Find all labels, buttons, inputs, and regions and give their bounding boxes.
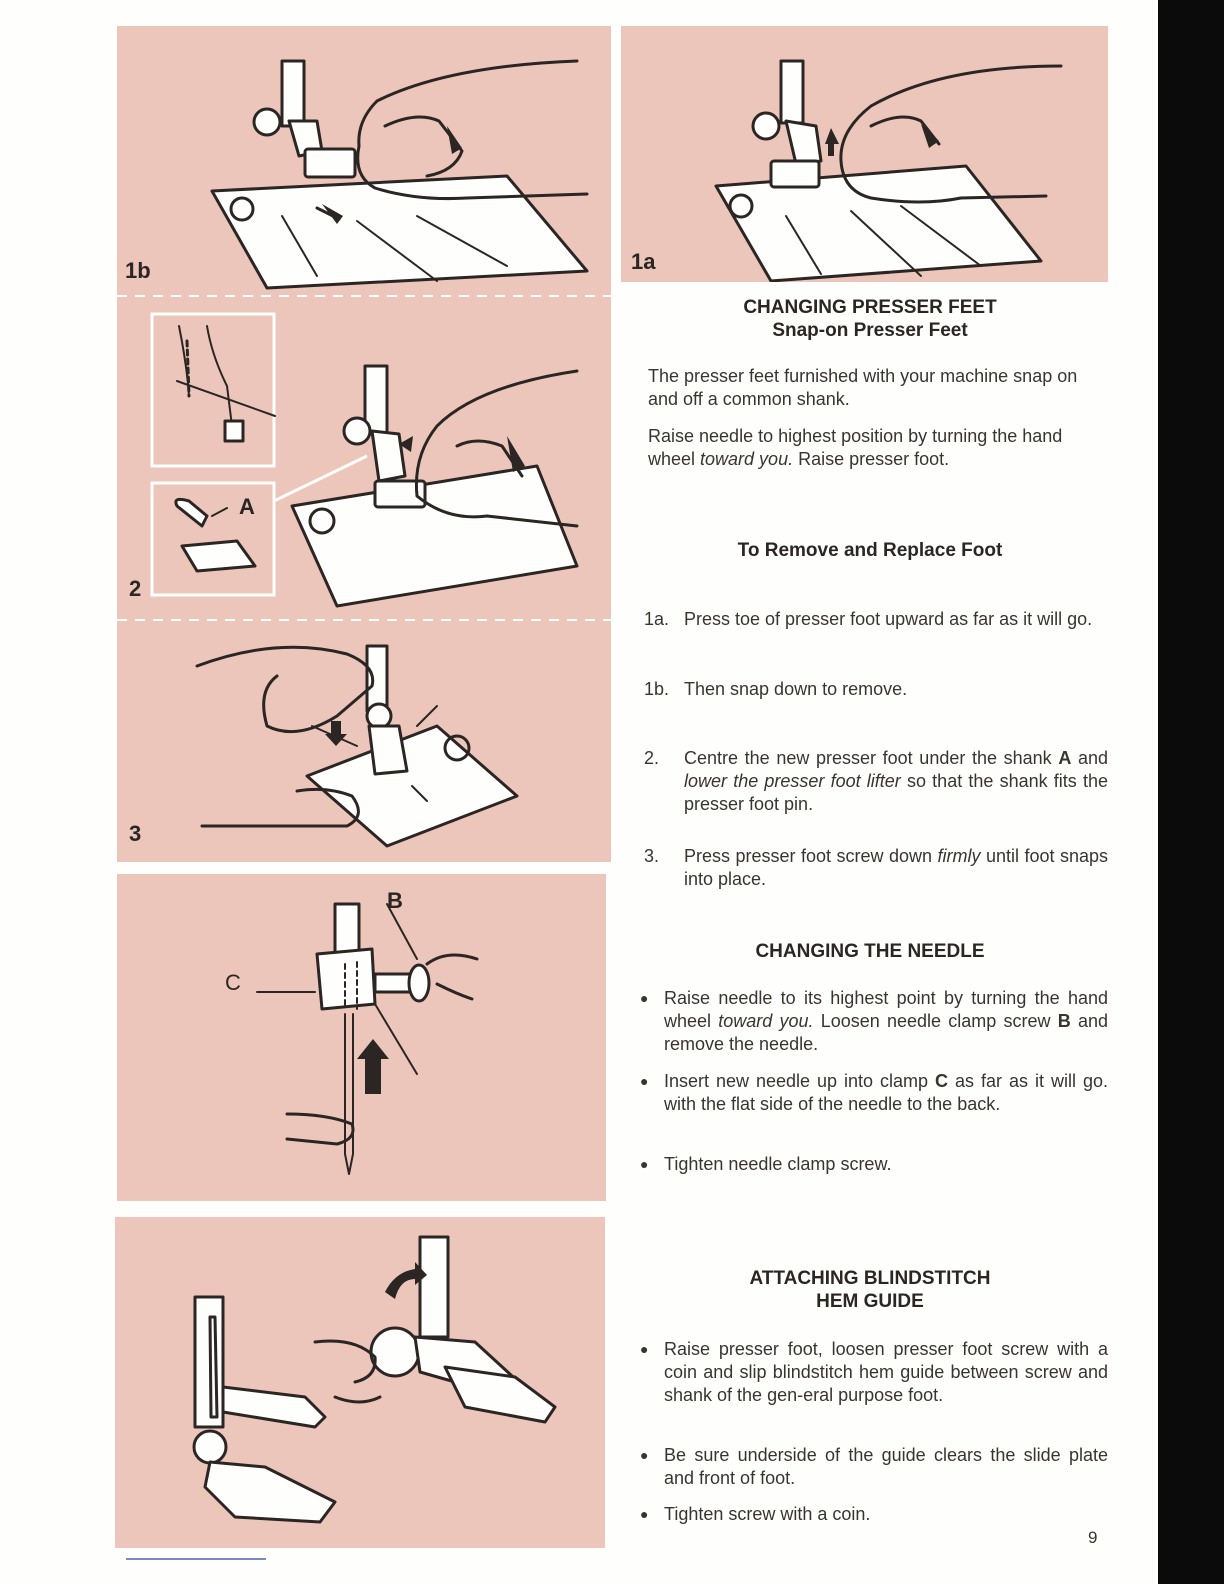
heading-remove-replace-foot: To Remove and Replace Foot xyxy=(737,540,1003,561)
subheading-snap-on-presser-feet: Snap-on Presser Feet xyxy=(772,320,968,341)
heading-changing-presser-feet: CHANGING PRESSER FEET xyxy=(743,297,997,318)
blindstitch-bullet-3 xyxy=(640,1503,1108,1526)
callout-a: A xyxy=(239,494,255,519)
scan-edge xyxy=(1158,0,1224,1584)
illustration-1a xyxy=(621,26,1108,282)
inset-bottom xyxy=(152,483,274,595)
bullet-text: Be sure underside of the guide clears the slide plate and front of foot. xyxy=(664,1445,1108,1488)
illustration-3 xyxy=(197,646,517,846)
figure-panel-1a xyxy=(621,26,1108,282)
figure-panel-blindstitch xyxy=(115,1217,605,1548)
figure-panel-1b-2-3 xyxy=(117,26,611,862)
bullet-text: Raise presser foot, loosen presser foot screw with a coin and slip blindstitch hem guide between screw and shank of the gen-eral purpose foot. xyxy=(664,1339,1108,1405)
callout-b: B xyxy=(387,888,403,913)
step-3 xyxy=(644,845,1108,891)
illustration-needle xyxy=(117,874,606,1201)
illustration-1b xyxy=(212,61,587,288)
step-text: Then snap down to remove. xyxy=(684,679,908,699)
raise-text-em: toward you. xyxy=(700,449,794,469)
illustration-2 xyxy=(292,366,577,606)
needle-bullet-3 xyxy=(640,1153,1108,1176)
bullet-dot: ● xyxy=(640,1341,649,1357)
step-1b xyxy=(644,678,1108,701)
fig-3-label: 3 xyxy=(129,821,142,846)
bullet-dot: ● xyxy=(640,1073,649,1089)
raise-text-2: Raise presser foot. xyxy=(793,449,950,469)
bullet-dot: ● xyxy=(640,990,649,1006)
raise-text-1: Raise needle to highest position by turning the hand wheel xyxy=(648,426,1063,469)
step-text: Press presser foot screw down firmly until foot snaps into place. xyxy=(684,846,1108,889)
step-1a xyxy=(644,608,1108,631)
raise-needle-paragraph xyxy=(648,425,1108,471)
step-number: 1a. xyxy=(644,609,670,629)
intro-paragraph: The presser feet furnished with your machine snap on and off a common shank. xyxy=(648,366,1078,409)
bullet-dot: ● xyxy=(640,1506,649,1522)
illustration-blindstitch xyxy=(115,1217,605,1548)
bullet-text: Tighten needle clamp screw. xyxy=(664,1154,892,1174)
inset-top xyxy=(152,314,274,466)
blindstitch-bullet-1 xyxy=(640,1338,1108,1407)
figure-panel-needle xyxy=(117,874,606,1201)
footer-rule xyxy=(126,1558,266,1560)
needle-bullet-2 xyxy=(640,1070,1108,1116)
fig-1a-label: 1a xyxy=(631,249,656,274)
callout-c: C xyxy=(225,970,241,995)
fig-1b-label: 1b xyxy=(125,258,151,283)
bullet-text: Insert new needle up into clamp C as far as it will go. with the flat side of the needle to the back. xyxy=(664,1071,1108,1114)
bullet-dot: ● xyxy=(640,1447,649,1463)
fig-2-label: 2 xyxy=(129,576,142,601)
step-number: 2. xyxy=(644,748,660,768)
heading-changing-needle: CHANGING THE NEEDLE xyxy=(755,941,985,962)
step-text: Centre the new presser foot under the shank A and lower the presser foot lifter so that the shank fits the presser foot pin. xyxy=(684,748,1108,814)
step-number: 1b. xyxy=(644,679,670,699)
bullet-text: Tighten screw with a coin. xyxy=(664,1504,871,1524)
bullet-dot: ● xyxy=(640,1156,649,1172)
needle-bullet-1 xyxy=(640,987,1108,1056)
page-number: 9 xyxy=(1088,1528,1098,1547)
step-2 xyxy=(644,747,1108,816)
blindstitch-bullet-2 xyxy=(640,1444,1108,1490)
bullet-text: Raise needle to its highest point by turning the hand wheel toward you. Loosen needle clamp screw B and remove the needle. xyxy=(664,988,1108,1054)
presser-foot-illustrations xyxy=(117,26,611,862)
step-number: 3. xyxy=(644,846,660,866)
heading-blindstitch-line2: HEM GUIDE xyxy=(816,1291,924,1312)
heading-blindstitch-line1: ATTACHING BLINDSTITCH xyxy=(749,1268,991,1289)
step-text: Press toe of presser foot upward as far as it will go. xyxy=(684,609,1093,629)
